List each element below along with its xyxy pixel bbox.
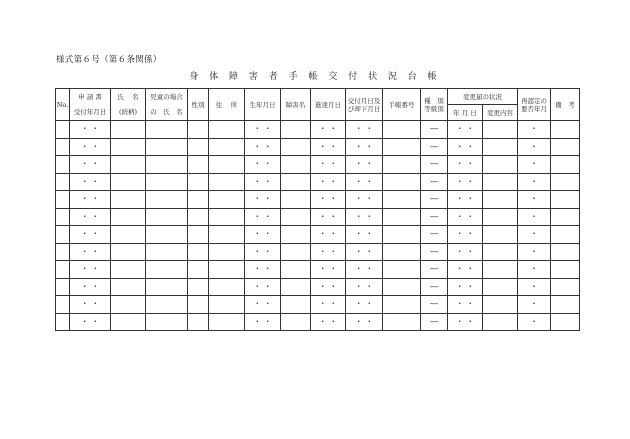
cell-remarks (551, 226, 580, 244)
cell-remarks (551, 243, 580, 261)
cell-type-grade: ― (421, 261, 448, 279)
header-child-name: 児童の場合 の 氏 名 (146, 89, 188, 121)
cell-card-number (383, 138, 421, 156)
cell-name (111, 138, 146, 156)
cell-change-date: ・ ・ (448, 208, 483, 226)
cell-no (56, 243, 70, 261)
cell-change-date: ・ ・ (448, 226, 483, 244)
cell-no (56, 156, 70, 174)
cell-recertification: ・ (518, 261, 551, 279)
cell-change-date: ・ ・ (448, 243, 483, 261)
header-sex: 性別 (188, 89, 209, 121)
cell-issue-date: ・ ・ (346, 278, 383, 296)
cell-remarks (551, 138, 580, 156)
cell-remarks (551, 121, 580, 139)
cell-address (209, 138, 245, 156)
cell-card-number (383, 313, 421, 331)
cell-recertification: ・ (518, 226, 551, 244)
cell-no (56, 296, 70, 314)
header-no: No. (56, 89, 70, 121)
cell-progress-date: ・ ・ (311, 121, 346, 139)
cell-name (111, 121, 146, 139)
cell-recertification: ・ (518, 138, 551, 156)
cell-issue-date: ・ ・ (346, 226, 383, 244)
table-row (56, 121, 580, 139)
cell-card-number (383, 173, 421, 191)
cell-change-content (483, 278, 518, 296)
cell-type-grade: ― (421, 243, 448, 261)
cell-disability-name (281, 313, 311, 331)
cell-disability-name (281, 156, 311, 174)
cell-remarks (551, 296, 580, 314)
cell-card-number (383, 296, 421, 314)
cell-type-grade: ― (421, 173, 448, 191)
cell-birth-date: ・ ・ (245, 278, 281, 296)
cell-child-name (146, 261, 188, 279)
cell-child-name (146, 296, 188, 314)
cell-sex (188, 261, 209, 279)
table-row (56, 278, 580, 296)
cell-recertification: ・ (518, 313, 551, 331)
table-row (56, 261, 580, 279)
cell-remarks (551, 208, 580, 226)
cell-progress-date: ・ ・ (311, 313, 346, 331)
cell-change-content (483, 261, 518, 279)
cell-address (209, 226, 245, 244)
cell-recertification: ・ (518, 208, 551, 226)
cell-no (56, 313, 70, 331)
cell-birth-date: ・ ・ (245, 261, 281, 279)
cell-change-content (483, 226, 518, 244)
cell-change-content (483, 243, 518, 261)
cell-sex (188, 138, 209, 156)
header-address: 住 所 (209, 89, 245, 121)
cell-disability-name (281, 138, 311, 156)
cell-issue-date: ・ ・ (346, 313, 383, 331)
cell-name (111, 191, 146, 209)
cell-application-date: ・ ・ (70, 138, 111, 156)
header-disability-name: 障害名 (281, 89, 311, 121)
cell-type-grade: ― (421, 226, 448, 244)
cell-sex (188, 278, 209, 296)
cell-sex (188, 191, 209, 209)
cell-name (111, 261, 146, 279)
cell-disability-name (281, 121, 311, 139)
cell-disability-name (281, 191, 311, 209)
cell-name (111, 278, 146, 296)
cell-remarks (551, 278, 580, 296)
cell-issue-date: ・ ・ (346, 261, 383, 279)
table-row (56, 313, 580, 331)
cell-address (209, 261, 245, 279)
cell-child-name (146, 208, 188, 226)
cell-change-date: ・ ・ (448, 278, 483, 296)
cell-change-content (483, 208, 518, 226)
cell-issue-date: ・ ・ (346, 121, 383, 139)
cell-birth-date: ・ ・ (245, 313, 281, 331)
document-title: 身 体 障 害 者 手 帳 交 付 状 況 台 帳 (189, 72, 441, 82)
cell-child-name (146, 278, 188, 296)
cell-type-grade: ― (421, 313, 448, 331)
cell-change-date: ・ ・ (448, 173, 483, 191)
cell-sex (188, 226, 209, 244)
table-row (56, 191, 580, 209)
cell-card-number (383, 156, 421, 174)
cell-progress-date: ・ ・ (311, 191, 346, 209)
header-change-date: 年 月 日 (448, 105, 483, 121)
cell-recertification: ・ (518, 121, 551, 139)
cell-remarks (551, 173, 580, 191)
table-row (56, 296, 580, 314)
cell-type-grade: ― (421, 121, 448, 139)
cell-application-date: ・ ・ (70, 243, 111, 261)
header-progress-date: 進達月日 (311, 89, 346, 121)
cell-change-date: ・ ・ (448, 296, 483, 314)
cell-change-content (483, 313, 518, 331)
table-row (56, 226, 580, 244)
cell-issue-date: ・ ・ (346, 208, 383, 226)
cell-issue-date: ・ ・ (346, 191, 383, 209)
form-number: 様式第６号（第６条関係） (56, 55, 162, 65)
cell-application-date: ・ ・ (70, 226, 111, 244)
cell-change-content (483, 173, 518, 191)
cell-no (56, 138, 70, 156)
cell-no (56, 208, 70, 226)
cell-birth-date: ・ ・ (245, 208, 281, 226)
cell-type-grade: ― (421, 208, 448, 226)
cell-disability-name (281, 173, 311, 191)
cell-no (56, 261, 70, 279)
cell-no (56, 191, 70, 209)
cell-child-name (146, 191, 188, 209)
cell-application-date: ・ ・ (70, 208, 111, 226)
cell-name (111, 208, 146, 226)
cell-sex (188, 313, 209, 331)
cell-address (209, 156, 245, 174)
cell-child-name (146, 121, 188, 139)
cell-change-content (483, 138, 518, 156)
cell-sex (188, 156, 209, 174)
cell-sex (188, 296, 209, 314)
cell-address (209, 243, 245, 261)
cell-type-grade: ― (421, 296, 448, 314)
header-recertification: 再認定の 要否年月 (518, 89, 551, 121)
cell-progress-date: ・ ・ (311, 296, 346, 314)
cell-application-date: ・ ・ (70, 173, 111, 191)
cell-address (209, 278, 245, 296)
cell-change-date: ・ ・ (448, 191, 483, 209)
cell-sex (188, 173, 209, 191)
cell-card-number (383, 191, 421, 209)
cell-disability-name (281, 296, 311, 314)
cell-child-name (146, 243, 188, 261)
cell-issue-date: ・ ・ (346, 243, 383, 261)
cell-change-date: ・ ・ (448, 156, 483, 174)
cell-sex (188, 208, 209, 226)
cell-progress-date: ・ ・ (311, 173, 346, 191)
cell-name (111, 156, 146, 174)
ledger-table (55, 88, 580, 331)
header-name: 氏 名 (続柄) (111, 89, 146, 121)
cell-application-date: ・ ・ (70, 191, 111, 209)
cell-child-name (146, 173, 188, 191)
cell-sex (188, 121, 209, 139)
cell-birth-date: ・ ・ (245, 296, 281, 314)
cell-name (111, 313, 146, 331)
cell-issue-date: ・ ・ (346, 156, 383, 174)
cell-child-name (146, 138, 188, 156)
cell-progress-date: ・ ・ (311, 208, 346, 226)
cell-issue-date: ・ ・ (346, 138, 383, 156)
cell-no (56, 278, 70, 296)
cell-disability-name (281, 261, 311, 279)
cell-birth-date: ・ ・ (245, 191, 281, 209)
header-issue-date: 交付月日及 び却下月日 (346, 89, 383, 121)
header-birth-date: 生年月日 (245, 89, 281, 121)
cell-child-name (146, 313, 188, 331)
cell-address (209, 173, 245, 191)
cell-recertification: ・ (518, 278, 551, 296)
header-change-content: 変更内容 (483, 105, 518, 121)
header-remarks: 備 考 (551, 89, 580, 121)
cell-birth-date: ・ ・ (245, 173, 281, 191)
cell-card-number (383, 208, 421, 226)
header-change-status: 変更届の状況 (448, 89, 518, 105)
cell-recertification: ・ (518, 191, 551, 209)
cell-recertification: ・ (518, 243, 551, 261)
cell-recertification: ・ (518, 296, 551, 314)
cell-progress-date: ・ ・ (311, 226, 346, 244)
table-row (56, 243, 580, 261)
cell-birth-date: ・ ・ (245, 156, 281, 174)
cell-application-date: ・ ・ (70, 296, 111, 314)
cell-change-content (483, 121, 518, 139)
table-row (56, 156, 580, 174)
table-row (56, 208, 580, 226)
cell-recertification: ・ (518, 173, 551, 191)
cell-address (209, 121, 245, 139)
header-card-number: 手帳番号 (383, 89, 421, 121)
cell-progress-date: ・ ・ (311, 156, 346, 174)
cell-change-content (483, 156, 518, 174)
cell-change-date: ・ ・ (448, 138, 483, 156)
cell-application-date: ・ ・ (70, 156, 111, 174)
cell-address (209, 191, 245, 209)
cell-birth-date: ・ ・ (245, 226, 281, 244)
cell-remarks (551, 191, 580, 209)
table-row (56, 138, 580, 156)
cell-child-name (146, 226, 188, 244)
cell-application-date: ・ ・ (70, 313, 111, 331)
cell-card-number (383, 121, 421, 139)
cell-issue-date: ・ ・ (346, 173, 383, 191)
cell-card-number (383, 261, 421, 279)
table-row (56, 173, 580, 191)
cell-change-content (483, 296, 518, 314)
cell-application-date: ・ ・ (70, 121, 111, 139)
cell-change-date: ・ ・ (448, 261, 483, 279)
cell-type-grade: ― (421, 138, 448, 156)
cell-sex (188, 243, 209, 261)
cell-change-date: ・ ・ (448, 313, 483, 331)
cell-birth-date: ・ ・ (245, 138, 281, 156)
cell-name (111, 173, 146, 191)
cell-change-date: ・ ・ (448, 121, 483, 139)
cell-card-number (383, 243, 421, 261)
header-type-grade: 種 別 等級別 (421, 89, 448, 121)
cell-issue-date: ・ ・ (346, 296, 383, 314)
cell-address (209, 208, 245, 226)
cell-remarks (551, 313, 580, 331)
cell-address (209, 313, 245, 331)
cell-change-content (483, 191, 518, 209)
cell-birth-date: ・ ・ (245, 243, 281, 261)
cell-disability-name (281, 243, 311, 261)
header-application-date: 申 請 書 受付年月日 (70, 89, 111, 121)
cell-name (111, 296, 146, 314)
cell-application-date: ・ ・ (70, 278, 111, 296)
cell-address (209, 296, 245, 314)
cell-name (111, 243, 146, 261)
cell-remarks (551, 261, 580, 279)
cell-remarks (551, 156, 580, 174)
cell-type-grade: ― (421, 278, 448, 296)
cell-progress-date: ・ ・ (311, 261, 346, 279)
cell-type-grade: ― (421, 156, 448, 174)
cell-type-grade: ― (421, 191, 448, 209)
ledger-body (56, 121, 580, 331)
cell-progress-date: ・ ・ (311, 138, 346, 156)
cell-disability-name (281, 208, 311, 226)
cell-card-number (383, 226, 421, 244)
cell-progress-date: ・ ・ (311, 278, 346, 296)
cell-progress-date: ・ ・ (311, 243, 346, 261)
cell-child-name (146, 156, 188, 174)
cell-no (56, 121, 70, 139)
cell-no (56, 226, 70, 244)
cell-no (56, 173, 70, 191)
cell-disability-name (281, 278, 311, 296)
cell-recertification: ・ (518, 156, 551, 174)
cell-name (111, 226, 146, 244)
cell-disability-name (281, 226, 311, 244)
cell-card-number (383, 278, 421, 296)
cell-birth-date: ・ ・ (245, 121, 281, 139)
cell-application-date: ・ ・ (70, 261, 111, 279)
